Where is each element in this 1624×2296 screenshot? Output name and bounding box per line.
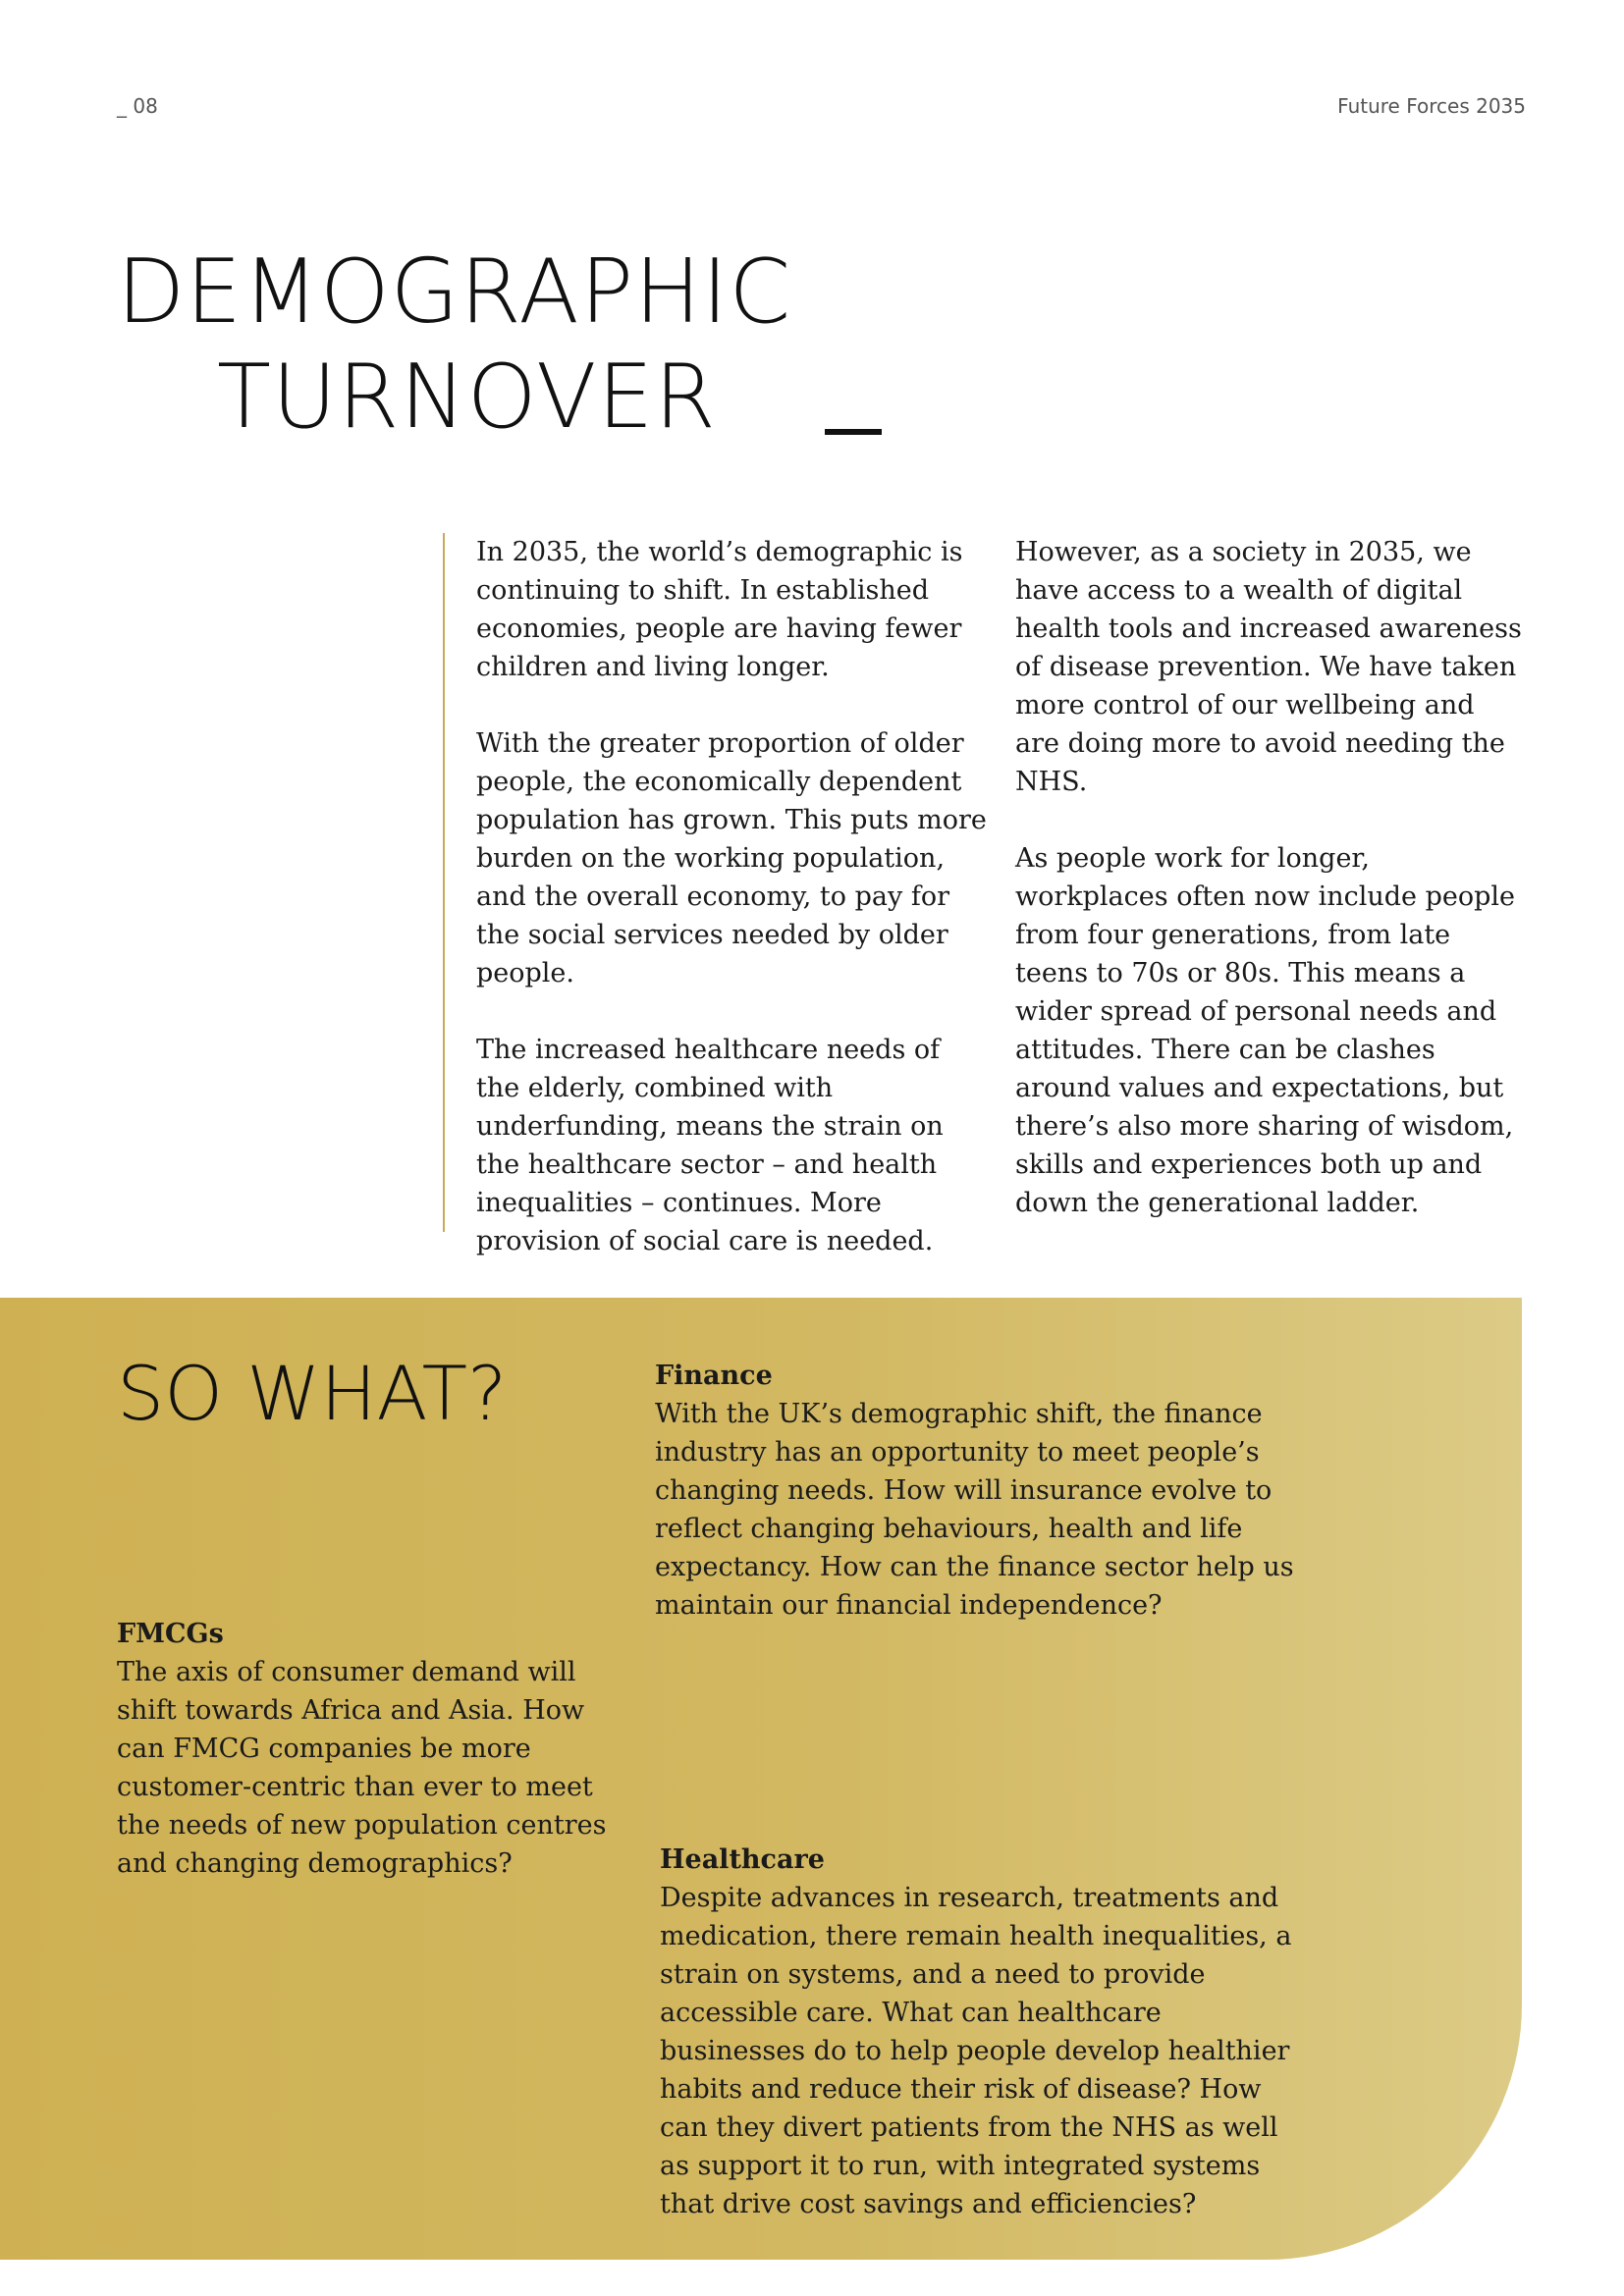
fmcg-text: The axis of consumer demand will shift towards Africa and Asia. How can FMCG companies be more customer-centric than ever to meet the needs of new population centres and changing demographics? (117, 1657, 607, 1879)
intro-paragraph: With the greater proportion of older people, the economically dependent population has grown. This puts more burden on the working population, and the overall economy, to pay for the social services needed by older people. (476, 728, 987, 988)
title-underscore-decoration (825, 429, 882, 435)
intro-paragraph: The increased healthcare needs of the elderly, combined with underfunding, means the strain on the healthcare sector – and health inequalities – continues. More provision of social care is needed. (476, 1035, 944, 1256)
intro-column-1 (476, 533, 987, 1299)
intro-paragraph: However, as a society in 2035, we have access to a wealth of digital health tools and increased awareness of disease prevention. We have taken more control of our wellbeing and are doing more to avoid needing the NHS. (1015, 537, 1522, 797)
publication-title: Future Forces 2035 (1337, 94, 1526, 118)
intro-paragraph: In 2035, the world’s demographic is continuing to shift. In established economies, people are having fewer children and living longer. (476, 537, 963, 682)
fmcg-section (117, 1615, 608, 1883)
intro-column-2 (1015, 533, 1526, 1260)
healthcare-text: Despite advances in research, treatments and medication, there remain health inequalities, a strain on systems, and a need to provide accessible care. What can healthcare businesses do to help people develop healthier habits and reduce their risk of disease? How can they divert patients from the NHS as well as support it to run, with integrated systems that drive cost savings and efficiencies? (660, 1883, 1292, 2219)
finance-title: Finance (655, 1361, 773, 1391)
finance-text: With the UK’s demographic shift, the finance industry has an opportunity to meet people’s changing needs. How will insurance evolve to reflect changing behaviours, health and life expectancy. How can the finance sector help us maintain our financial independence? (655, 1399, 1294, 1621)
finance-section (655, 1357, 1303, 1625)
so-what-heading: SO WHAT? (117, 1350, 508, 1437)
page-title-line1: DEMOGRAPHIC (117, 240, 792, 344)
vertical-divider (443, 533, 445, 1232)
page-number: _ 08 (117, 94, 158, 118)
intro-paragraph: As people work for longer, workplaces often now include people from four generations, from late teens to 70s or 80s. This means a wider spread of personal needs and attitudes. There can be clashes around values and expectations, but there’s also more sharing of wisdom, skills and experiences both up and down the generational ladder. (1015, 843, 1516, 1218)
page-title-line2: TURNOVER (217, 346, 717, 449)
fmcg-title: FMCGs (117, 1619, 224, 1649)
healthcare-title: Healthcare (660, 1844, 825, 1875)
healthcare-section (660, 1841, 1308, 2223)
